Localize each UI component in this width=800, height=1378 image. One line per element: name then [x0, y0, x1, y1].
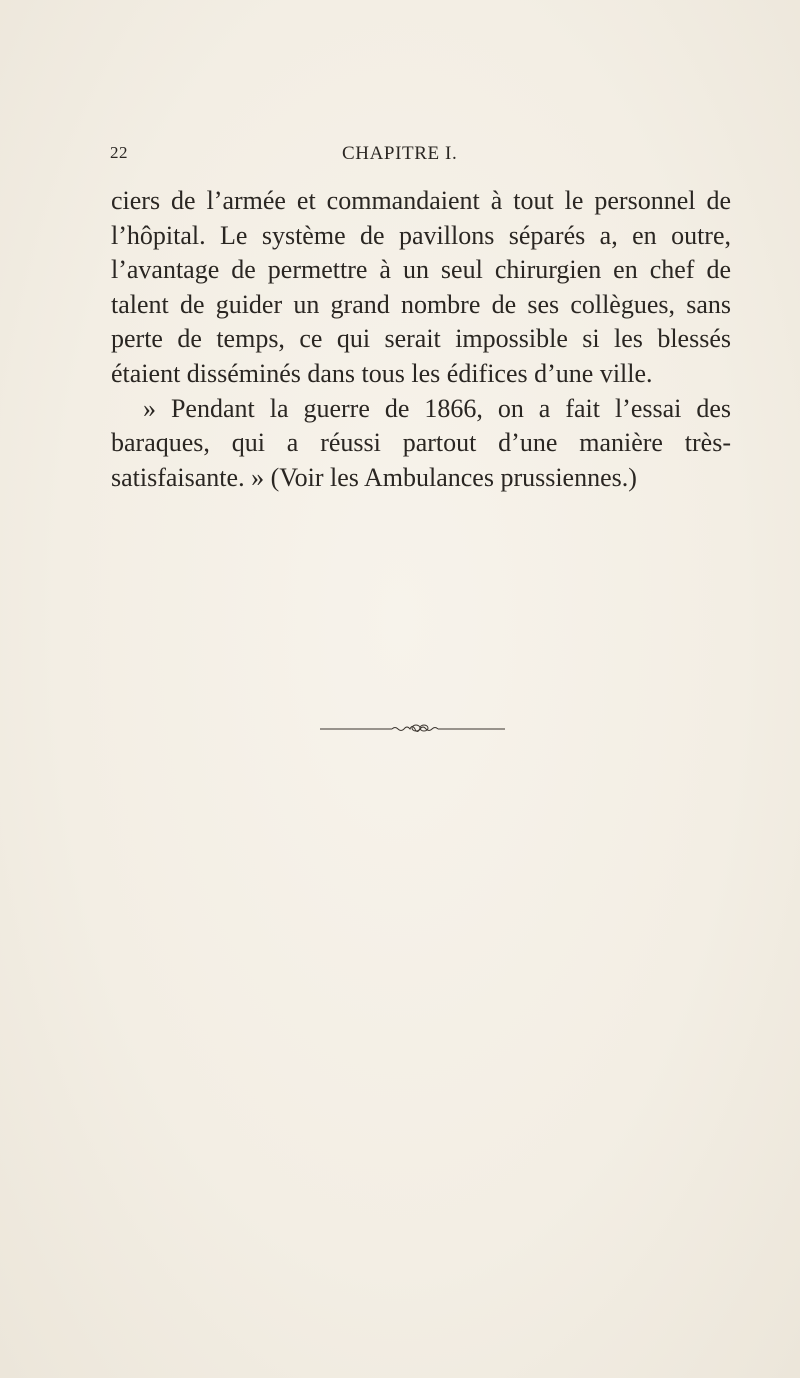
body-text: [111, 184, 731, 495]
page-header: [110, 143, 730, 167]
page-number: 22: [110, 143, 128, 162]
paragraph: » Pendant la guerre de 1866, on a fait l’essai des baraques, qui a réussi partout d’une manière très-satisfaisante. » (Voir les Ambulances prussiennes.): [111, 393, 731, 492]
paragraph: ciers de l’armée et commandaient à tout le personnel de l’hôpital. Le système de pavillons séparés a, en outre, l’avantage de permettre à un seul chirurgien en chef de talent de guider un grand nombre de ses collègues, sans perte de temps, ce qui serait impossible si les blessés étaient disséminés dans tous les édifices d’une ville.: [111, 186, 731, 388]
running-head: CHAPITRE I.: [342, 143, 458, 164]
section-end-ornament: [320, 722, 505, 734]
